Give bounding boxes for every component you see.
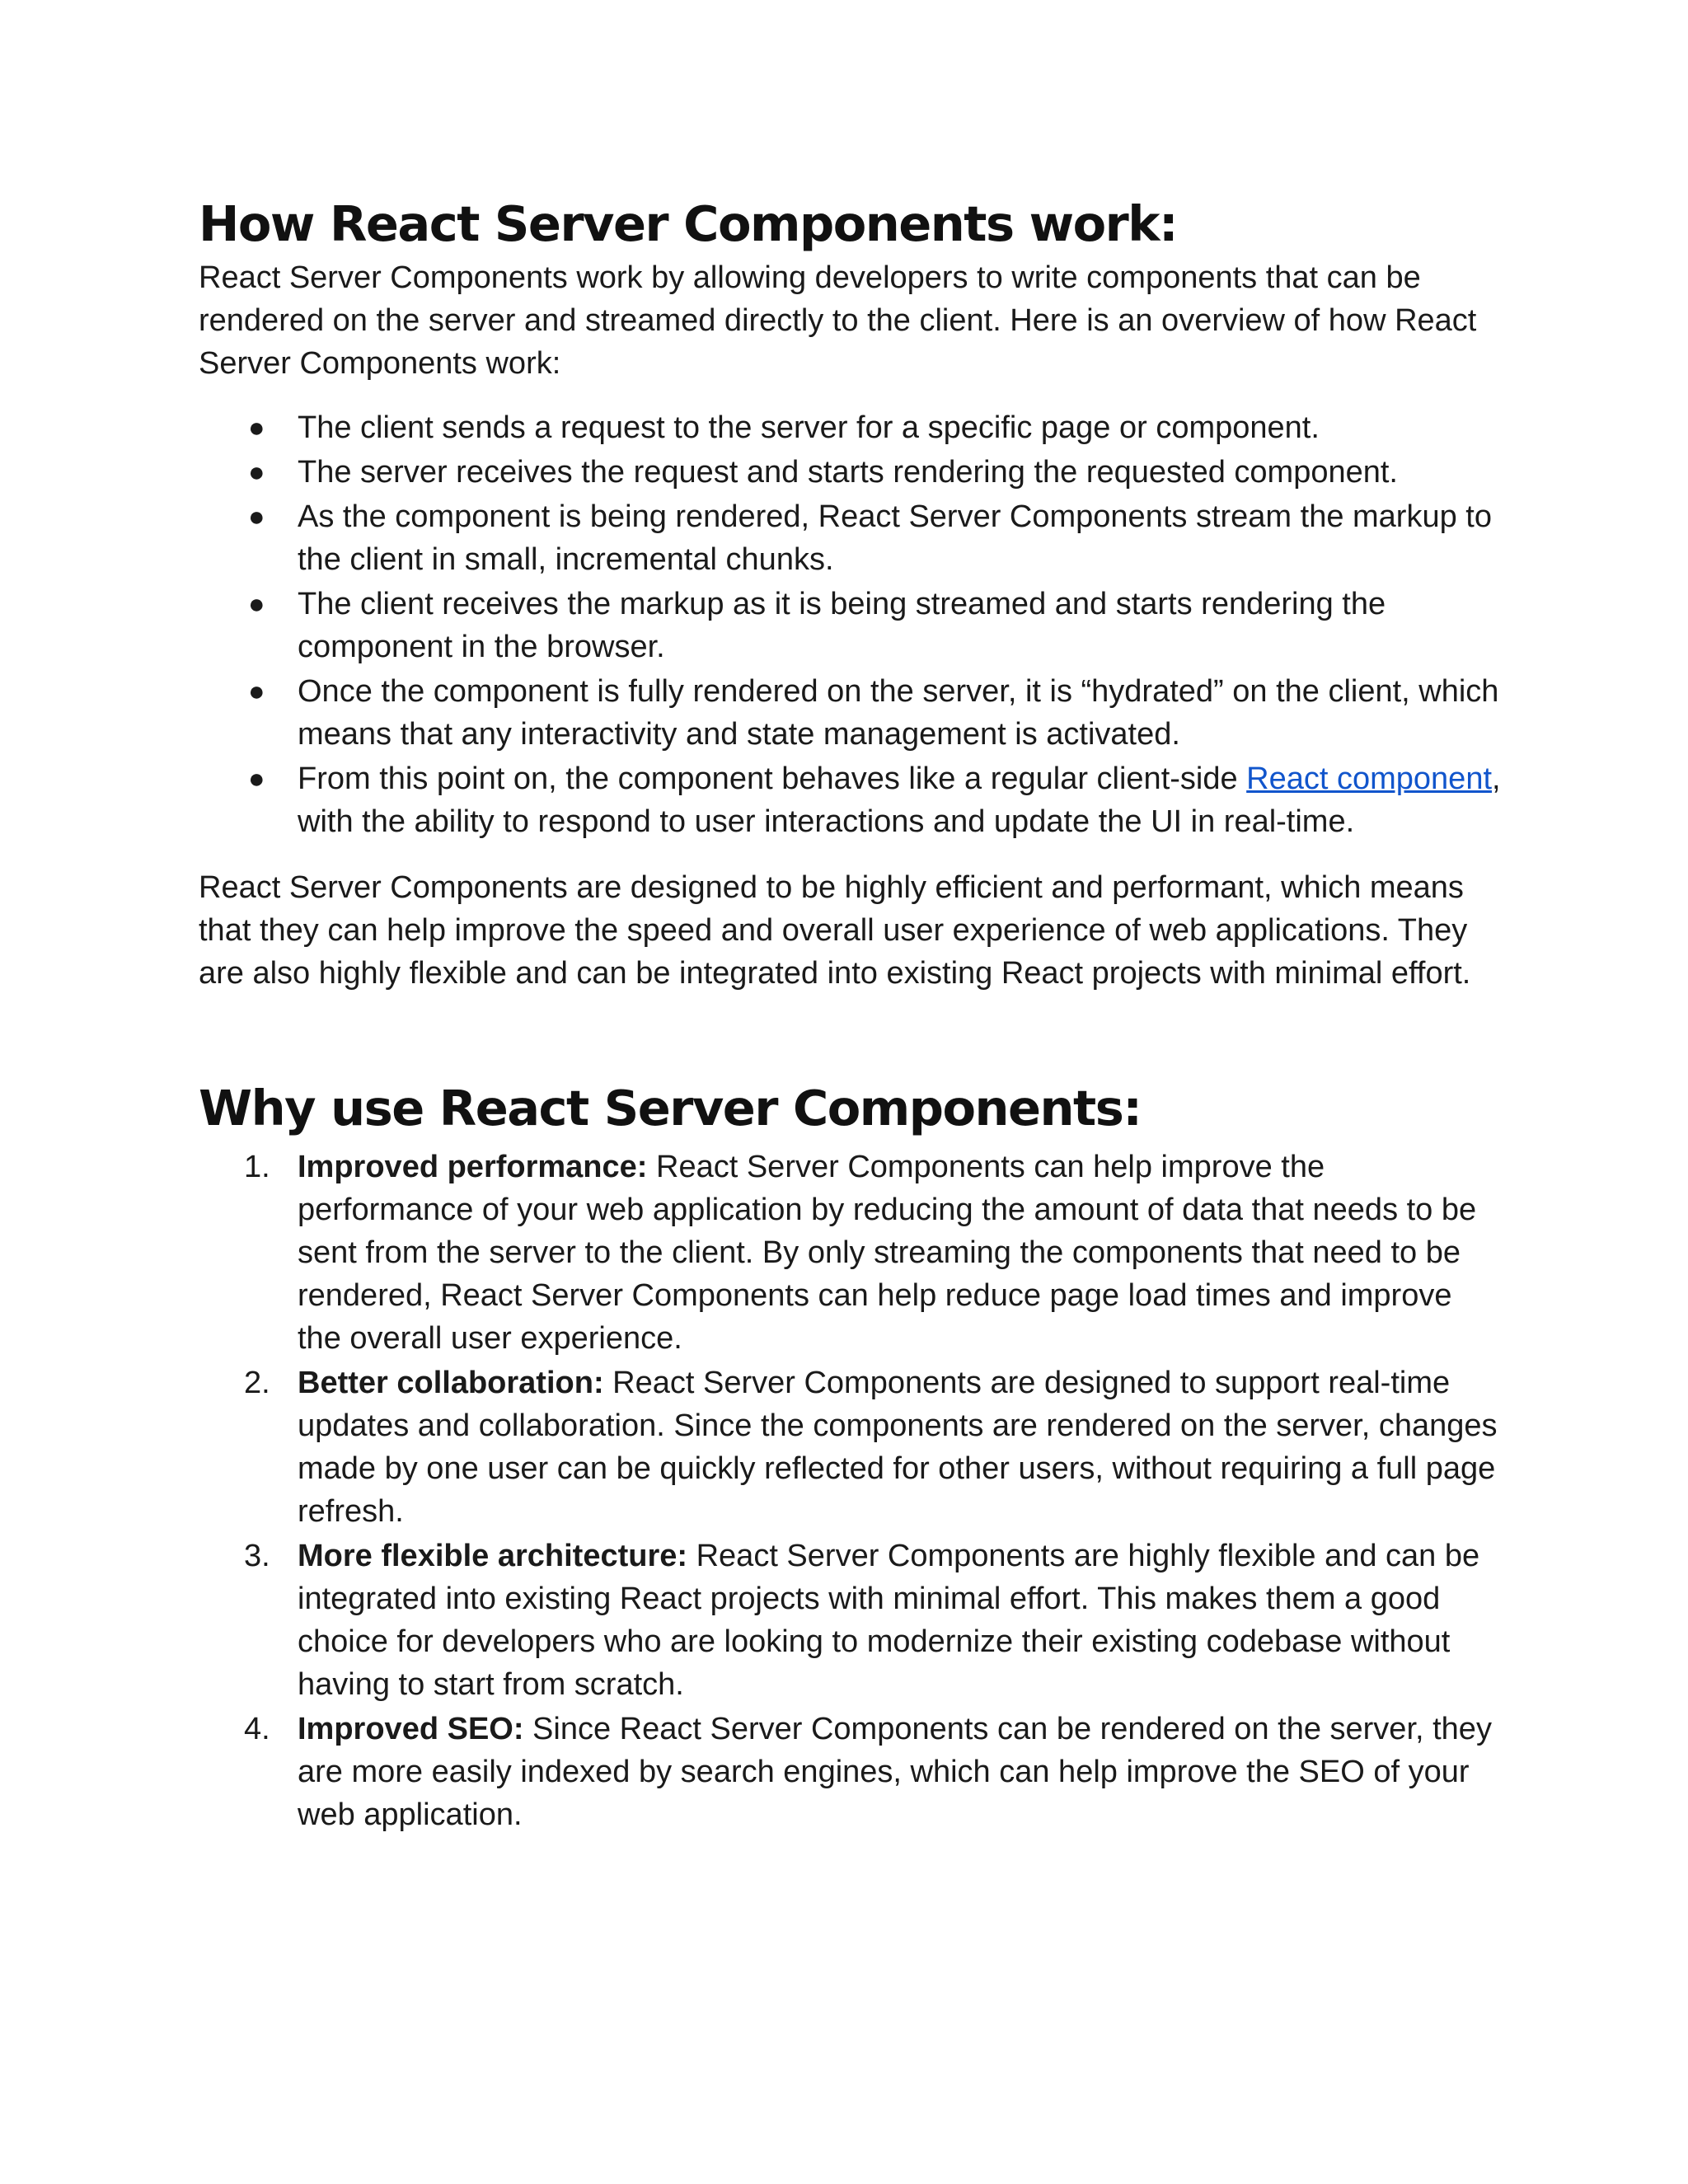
- outro-paragraph: React Server Components are designed to be highly efficient and performant, which means that they can help improve the speed and overall user experience of web applications. They are also highly flexible and can be integrated into existing React projects with minimal effort.: [199, 869, 1471, 991]
- list-item: [199, 1361, 1501, 1533]
- why-use-list: [199, 1146, 1501, 1836]
- list-item-text: Once the component is fully rendered on the server, it is “hydrated” on the client, which means that any interactivity and state management is activated.: [298, 673, 1499, 752]
- list-number: 4.: [244, 1711, 270, 1746]
- bullet-marker: ●: [248, 411, 265, 443]
- section-heading-why-use: Why use React Server Components:: [199, 1079, 1142, 1137]
- bullet-marker: ●: [248, 762, 265, 794]
- list-item: [199, 451, 1501, 494]
- list-number: 1.: [244, 1149, 270, 1184]
- list-item: [199, 670, 1501, 756]
- intro-paragraph: React Server Components work by allowing developers to write components that can be rendered on the server and streamed directly to the client. Here is an overview of how React Server Components work:: [199, 260, 1477, 381]
- list-item-text-before-link: From this point on, the component behaves like a regular client-side: [298, 761, 1247, 796]
- section-spacer: [199, 995, 1501, 1082]
- item-label: Improved SEO:: [298, 1711, 524, 1746]
- list-item-text: The client sends a request to the server for a specific page or component.: [298, 410, 1320, 445]
- bullet-marker: ●: [248, 500, 265, 532]
- list-item-text-after-link: , with the ability to respond to user interactions and update the UI in real-time.: [298, 761, 1501, 839]
- react-component-link[interactable]: React component: [1246, 761, 1493, 796]
- item-text: React Server Components are highly flexible and can be integrated into existing React projects with minimal effort. This makes them a good choice for developers who are looking to modernize their existing codebase without having to start from scratch.: [298, 1538, 1480, 1702]
- list-item-text: As the component is being rendered, React Server Components stream the markup to the client in small, incremental chunks.: [298, 499, 1492, 577]
- how-it-works-list: [199, 406, 1501, 843]
- bullet-marker: ●: [248, 456, 265, 488]
- list-item: [199, 583, 1501, 668]
- list-item: [199, 757, 1501, 843]
- list-item-text: The server receives the request and starts rendering the requested component.: [298, 454, 1398, 490]
- item-label: Improved performance:: [298, 1149, 648, 1184]
- item-label: More flexible architecture:: [298, 1538, 688, 1573]
- document-page: [199, 195, 1501, 1838]
- item-text: React Server Components are designed to support real-time updates and collaboration. Since the components are rendered on the server, changes made by one user can be quickly reflected for other users, without requiring a full page refresh.: [298, 1365, 1498, 1529]
- bullet-marker: ●: [248, 588, 265, 620]
- list-item: [199, 1146, 1501, 1360]
- item-label: Better collaboration:: [298, 1365, 604, 1400]
- list-item: [199, 1708, 1501, 1836]
- item-text: Since React Server Components can be rendered on the server, they are more easily indexed by search engines, which can help improve the SEO of your web application.: [298, 1711, 1492, 1832]
- list-item: [199, 495, 1501, 581]
- list-item: [199, 406, 1501, 449]
- list-number: 3.: [244, 1538, 270, 1573]
- list-item-text: The client receives the markup as it is being streamed and starts rendering the component in the browser.: [298, 586, 1386, 664]
- list-number: 2.: [244, 1365, 270, 1400]
- item-text: React Server Components can help improve the performance of your web application by reducing the amount of data that needs to be sent from the server to the client. By only streaming the components that need to be rendered, React Server Components can help reduce page load times and improve the overall user experience.: [298, 1149, 1477, 1356]
- bullet-marker: ●: [248, 675, 265, 707]
- section-heading-how-it-works: How React Server Components work:: [199, 195, 1178, 252]
- list-item: [199, 1535, 1501, 1706]
